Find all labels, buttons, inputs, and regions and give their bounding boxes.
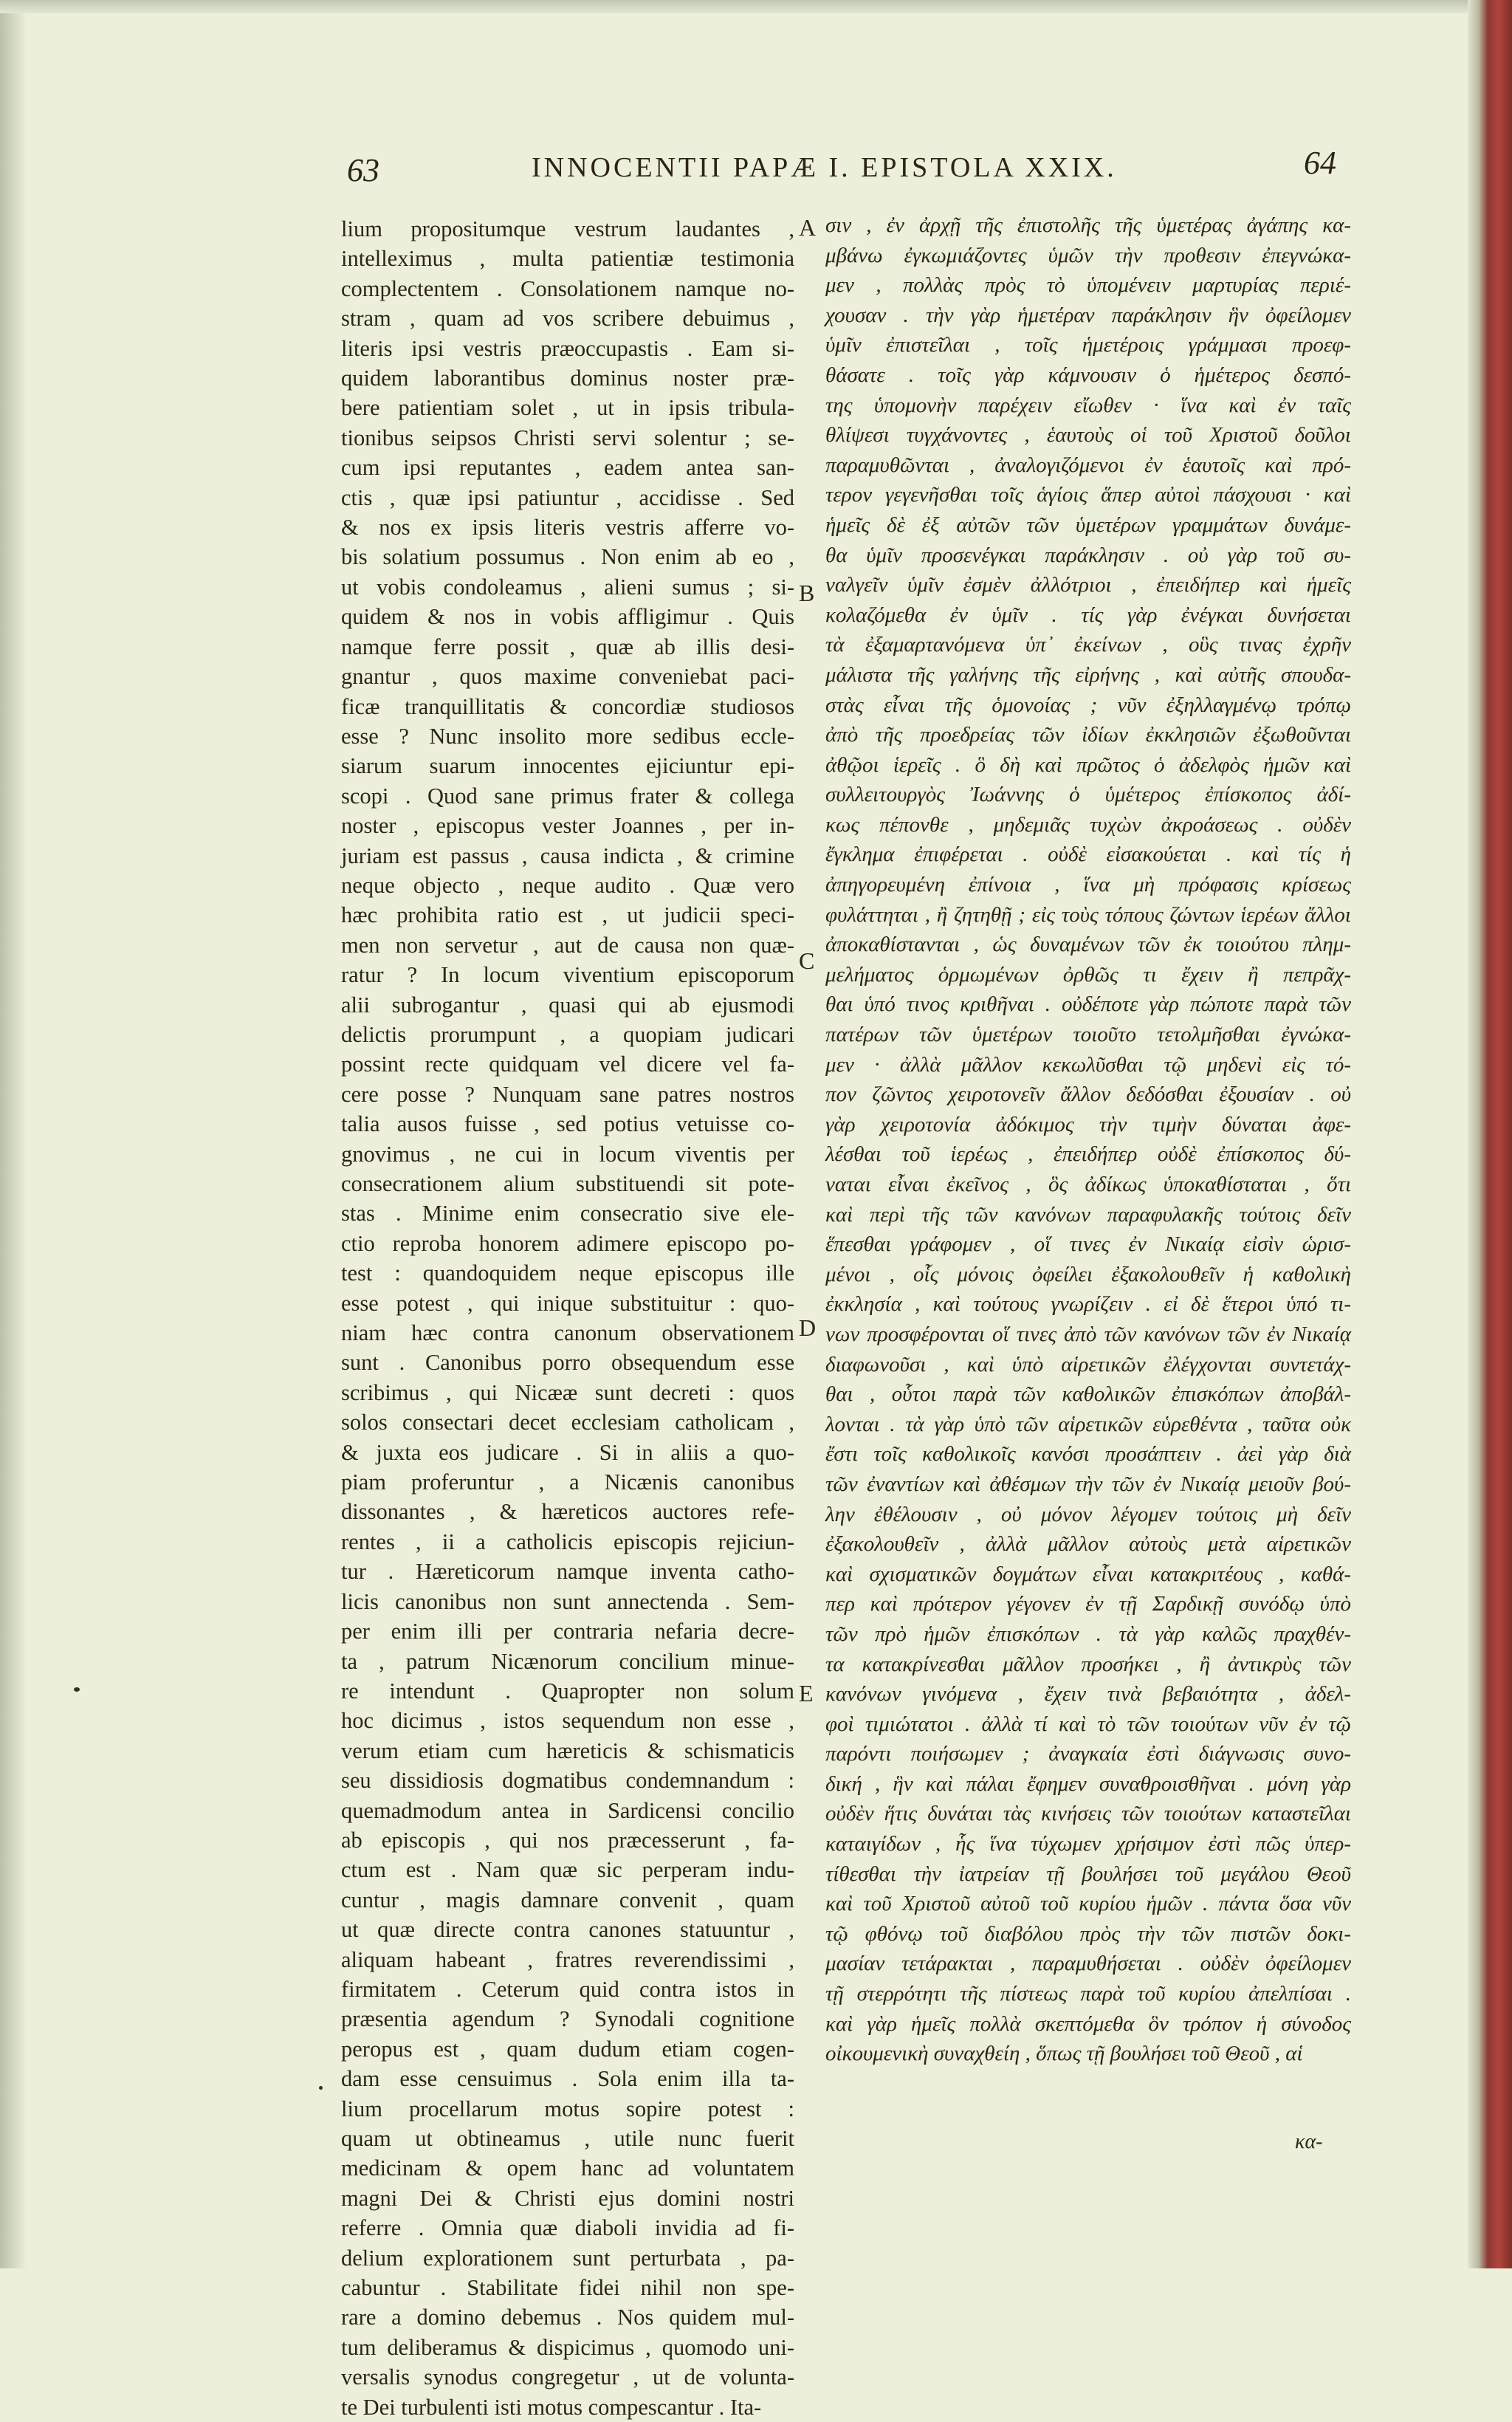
greek-text-line: τῶν πρὸ ἡμῶν ἐπισκόπων . τὰ γὰρ καλῶς πραχθέν- xyxy=(825,1622,1351,1646)
latin-text-line: re intendunt . Quapropter non solum xyxy=(341,1678,794,1704)
greek-text-line: ἀποκαθίστανται , ὡς δυναμένων τῶν ἐκ τοιούτου πλημ- xyxy=(825,933,1351,957)
greek-text-line: χουσαν . τὴν γὰρ ἡμετέραν παράκλησιν ἣν ὀφείλομεν xyxy=(825,303,1351,327)
greek-text-line: ἔγκλημα ἐπιφέρεται . οὐδὲ εἰσακούεται . καὶ τίς ἡ xyxy=(825,843,1351,867)
latin-text-line: cuntur , magis damnare convenit , quam xyxy=(341,1887,794,1912)
latin-text-line: stas . Minime enim consecratio sive ele- xyxy=(341,1201,794,1227)
latin-text-line: noster , episcopus vester Joannes , per in- xyxy=(341,813,794,839)
latin-text-line: scribimus , qui Nicææ sunt decreti : quos xyxy=(341,1379,794,1405)
greek-text-line: τὰ ἐξαμαρτανόμενα ὑπ᾽ ἐκείνων , οὓς τινας ἐχρῆν xyxy=(825,633,1351,657)
margin-letter-b: B xyxy=(799,580,815,606)
latin-text-line: magni Dei & Christi ejus domini nostri xyxy=(341,2185,794,2211)
latin-text-line: bere patientiam solet , ut in ipsis tribula- xyxy=(341,395,794,421)
latin-text-line: literis ipsi vestris præoccupastis . Eam si- xyxy=(341,335,794,361)
latin-text-line: per enim illi per contraria nefaria decre- xyxy=(341,1619,794,1644)
greek-text-line: τῇ στερρότητι τῆς πίστεως παρὰ τοῦ κυρίου ἀπελπίσαι . xyxy=(825,1982,1351,2006)
latin-text-line: ut quæ directe contra canones statuuntur , xyxy=(341,1917,794,1943)
latin-text-line: quidem & nos in vobis affligimur . Quis xyxy=(341,604,794,630)
greek-text-line: θαι , οὗτοι παρὰ τῶν καθολικῶν ἐπισκόπων ἀποβάλ- xyxy=(825,1382,1351,1407)
greek-text-line: νων προσφέρονται οἵ τινες ἀπὸ τῶν κανόνων τῶν ἐν Νικαίᾳ xyxy=(825,1322,1351,1346)
greek-text-line: παραμυθῶνται , ἀναλογιζόμενοι ἐν ἑαυτοῖς καὶ πρό- xyxy=(825,453,1351,477)
greek-text-line: της ὑπομονὴν παρέχειν εἴωθεν · ἵνα καὶ ἐν ταῖς xyxy=(825,393,1351,417)
greek-text-line: ναλγεῖν ὑμῖν ἐσμὲν ἀλλότριοι , ἐπειδήπερ καὶ ἡμεῖς xyxy=(825,573,1351,597)
greek-text-line: ἀπὸ τῆς προεδρείας τῶν ἰδίων ἐκκλησιῶν ἐξωθοῦνται xyxy=(825,723,1351,747)
greek-text-line: ἡμεῖς δὲ ἐξ αὐτῶν τῶν ὑμετέρων γραμμάτων δυνάμε- xyxy=(825,512,1351,537)
page-edge-shadow xyxy=(0,0,27,2268)
greek-text-line: θα ὑμῖν προσενέγκαι παράκλησιν . οὐ γὰρ τοῦ συ- xyxy=(825,543,1351,567)
page-header xyxy=(347,145,1336,196)
greek-text-line: ἀπηγορευμένη ἐπίνοια , ἵνα μὴ πρόφασις κρίσεως xyxy=(825,873,1351,897)
latin-text-line: delium explorationem sunt perturbata , pa- xyxy=(341,2245,794,2271)
greek-text-line: κως πέπονθε , μηδεμιᾶς τυχὼν ἀκροάσεως . οὐδὲν xyxy=(825,812,1351,837)
greek-text-line: ὑμῖν ἐπιστεῖλαι , τοῖς ἡμετέροις γράμμασι προεφ- xyxy=(825,333,1351,357)
greek-text-line: ἐξακολουθεῖν , ἀλλὰ μᾶλλον αὐτοὺς μετὰ αἱρετικῶν xyxy=(825,1532,1351,1557)
latin-text-line: scopi . Quod sane primus frater & collega xyxy=(341,783,794,809)
greek-text-line: μάλιστα τῆς γαλήνης τῆς εἰρήνης , καὶ αὐτῆς σπουδα- xyxy=(825,662,1351,687)
latin-text-line: hoc dicimus , istos sequendum non esse , xyxy=(341,1708,794,1734)
greek-text-line: οὐδὲν ἥτις δυνάται τὰς κινήσεις τῶν τοιούτων καταστεῖλαι xyxy=(825,1802,1351,1826)
latin-text-line: intelleximus , multa patientiæ testimonia xyxy=(341,246,794,272)
latin-text-line: quidem laborantibus dominus noster præ- xyxy=(341,366,794,391)
paper-speck xyxy=(319,2086,323,2090)
latin-text-line: & nos ex ipsis literis vestris afferre vo- xyxy=(341,515,794,541)
latin-text-line: versalis synodus congregetur , ut de volunta- xyxy=(341,2364,794,2390)
greek-text-line: φοὶ τιμιώτατοι . ἀλλὰ τί καὶ τὸ τῶν τοιούτων νῦν ἐν τῷ xyxy=(825,1712,1351,1736)
latin-text-line: & juxta eos judicare . Si in aliis a quo- xyxy=(341,1439,794,1465)
latin-text-line: firmitatem . Ceterum quid contra istos in xyxy=(341,1976,794,2002)
latin-text-line: ratur ? In locum viventium episcoporum xyxy=(341,962,794,988)
latin-text-line: verum etiam cum hæreticis & schismaticis xyxy=(341,1737,794,1763)
latin-text-line: ficæ tranquillitatis & concordiæ studiosos xyxy=(341,693,794,719)
book-binding-edge xyxy=(1468,0,1512,2268)
greek-text-line: κολαζόμεθα ἐν ὑμῖν . τίς γὰρ ἐνέγκαι δυνήσεται xyxy=(825,603,1351,627)
latin-text-line: esse ? Nunc insolito more sedibus eccle- xyxy=(341,723,794,749)
greek-text-line: δική , ἣν καὶ πάλαι ἔφημεν συναθροισθῆναι . μόνη γὰρ xyxy=(825,1771,1351,1796)
latin-text-line: gnantur , quos maxime conveniebat paci- xyxy=(341,664,794,690)
latin-text-line: te Dei turbulenti isti motus compescantur . Ita- xyxy=(341,2394,762,2420)
latin-text-line: tionibus seipsos Christi servi solentur ; se- xyxy=(341,425,794,450)
greek-text-line: καὶ σχισματικῶν δογμάτων εἶναι κατακριτέους , καθά- xyxy=(825,1562,1351,1586)
latin-text-line: alii subrogantur , quasi qui ab ejusmodi xyxy=(341,992,794,1018)
greek-text-line: φυλάττηται , ἢ ζητηθῇ ; εἰς τοὺς τόπους ζώντων ἱερέων ἄλλοι xyxy=(825,902,1351,927)
greek-text-line: μένοι , οἷς μόνοις ὀφείλει ἐξακολουθεῖν ἡ καθολικὴ xyxy=(825,1262,1351,1286)
latin-text-line: referre . Omnia quæ diaboli invidia ad fi- xyxy=(341,2215,794,2241)
latin-text-line: ab episcopis , qui nos præcesserunt , fa- xyxy=(341,1827,794,1853)
greek-text-line: τῶν ἐναντίων καὶ ἀθέσμων τὴν τῶν ἐν Νικαίᾳ μειοῦν βού- xyxy=(825,1472,1351,1496)
greek-text-line: λην ἐθέλουσιν , οὐ μόνον λέγομεν τούτοις μὴ δεῖν xyxy=(825,1502,1351,1526)
latin-text-line: delictis prorumpunt , a quopiam judicari xyxy=(341,1021,794,1047)
latin-text-line: aliquam habeant , fratres reverendissimi , xyxy=(341,1946,794,1972)
greek-text-line: ἕπεσθαι γράφομεν , οἵ τινες ἐν Νικαίᾳ εἰσὶν ὡρισ- xyxy=(825,1232,1351,1257)
latin-text-line: rentes , ii a catholicis episcopis rejiciun- xyxy=(341,1529,794,1554)
latin-text-line: rare a domino debemus . Nos quidem mul- xyxy=(341,2305,794,2330)
right-page-number: 64 xyxy=(1304,145,1336,181)
greek-text-line: μεν · ἀλλὰ μᾶλλον κεκωλῦσθαι τῷ μηδενὶ εἰς τό- xyxy=(825,1052,1351,1077)
latin-text-line: possint recte quidquam vel dicere vel fa- xyxy=(341,1052,794,1077)
paper-speck xyxy=(74,1687,80,1692)
greek-text-line: λέσθαι τοῦ ἱερέως , ἐπειδήπερ οὐδὲ ἐπίσκοπος δύ- xyxy=(825,1142,1351,1167)
latin-text-line: niam hæc contra canonum observationem xyxy=(341,1320,794,1346)
greek-text-line: παρόντι ποιήσωμεν ; ἀναγκαία ἐστὶ διάγνωσις συνο- xyxy=(825,1742,1351,1766)
latin-text-line: seu dissidiosis dogmatibus condemnandum : xyxy=(341,1768,794,1794)
latin-text-line: ctum est . Nam quæ sic perperam indu- xyxy=(341,1857,794,1883)
latin-text-line: cere posse ? Nunquam sane patres nostros xyxy=(341,1081,794,1107)
greek-text-line: κανόνων γινόμενα , ἔχειν τινὰ βεβαιότητα , ἀδελ- xyxy=(825,1682,1351,1706)
catchword: κα- xyxy=(1295,2130,1323,2153)
margin-letter-e: E xyxy=(799,1680,814,1706)
latin-text-line: stram , quam ad vos scribere debuimus , xyxy=(341,306,794,332)
latin-text-line: peropus est , quam dudum etiam cogen- xyxy=(341,2036,794,2062)
latin-text-line: licis canonibus non sunt annectenda . Sem- xyxy=(341,1588,794,1614)
greek-text-line: τα κατακρίνεσθαι μᾶλλον προσήκει , ἢ ἀντικρὺς τῶν xyxy=(825,1652,1351,1676)
top-edge xyxy=(0,0,1512,13)
greek-text-line: ἔστι τοῖς καθολικοῖς κανόσι προσάπτειν . ἀεὶ γὰρ διὰ xyxy=(825,1442,1351,1466)
latin-text-line: quam ut obtineamus , utile nunc fuerit xyxy=(341,2126,794,2151)
latin-text-line: dam esse censuimus . Sola enim illa ta- xyxy=(341,2066,794,2092)
greek-text-line: πον ζῶντος χειροτονεῖν ἄλλον δεδόσθαι ἐξουσίαν . οὐ xyxy=(825,1083,1351,1107)
margin-letter-a: A xyxy=(799,214,817,241)
latin-text-line: medicinam & opem hanc ad voluntatem xyxy=(341,2155,794,2181)
latin-text-line: ctis , quæ ipsi patiuntur , accidisse . Sed xyxy=(341,484,794,510)
latin-text-line: sunt . Canonibus porro obsequendum esse xyxy=(341,1350,794,1376)
greek-text-line: μασίαν τετάρακται , παραμυθήσεται . οὐδὲν ὀφείλομεν xyxy=(825,1952,1351,1976)
greek-text-line: περ καὶ πρότερον γέγονεν ἐν τῇ Σαρδικῇ συνόδῳ ὑπὸ xyxy=(825,1592,1351,1616)
latin-text-line: gnovimus , ne cui in locum viventis per xyxy=(341,1141,794,1167)
greek-text-line: συλλειτουργὸς Ἰωάννης ὁ ὑμέτερος ἐπίσκοπος ἀδί- xyxy=(825,783,1351,807)
greek-text-line: οἰκουμενικὴ συναχθείη , ὅπως τῇ βουλήσει τοῦ Θεοῦ , αἱ xyxy=(825,2042,1303,2066)
latin-text-line: lium procellarum motus sopire potest : xyxy=(341,2096,794,2121)
latin-text-line: quemadmodum antea in Sardicensi concilio xyxy=(341,1797,794,1823)
greek-text-line: μβάνω ἐγκωμιάζοντες ὑμῶν τὴν προθεσιν ἐπεγνώκα- xyxy=(825,243,1351,267)
left-page-number: 63 xyxy=(347,152,379,188)
greek-text-line: καὶ περὶ τῆς τῶν κανόνων παραφυλακῆς τούτοις δεῖν xyxy=(825,1202,1351,1227)
latin-text-line: ut vobis condoleamus , alieni sumus ; si- xyxy=(341,574,794,600)
latin-text-line: tum deliberamus & dispicimus , quomodo uni- xyxy=(341,2334,794,2360)
greek-text-column xyxy=(825,210,1351,2138)
greek-text-line: θάσατε . τοῖς γὰρ κάμνουσιν ὁ ἡμέτερος δεσπό- xyxy=(825,363,1351,387)
latin-text-line: ctio reproba honorem adimere episcopo po- xyxy=(341,1230,794,1256)
margin-letter-d: D xyxy=(799,1314,817,1341)
greek-text-line: ναται εἶναι ἐκεῖνος , ὃς ἀδίκως ὑποκαθίσταται , ὅτι xyxy=(825,1173,1351,1196)
greek-text-line: σιν , ἐν ἀρχῇ τῆς ἐπιστολῆς τῆς ὑμετέρας ἀγάπης κα- xyxy=(825,213,1351,237)
greek-text-line: θλίψεσι τυγχάνοντες , ἑαυτοὺς οἱ τοῦ Χριστοῦ δοῦλοι xyxy=(825,423,1351,447)
running-title: INNOCENTII PAPÆ I. EPISTOLA XXIX. xyxy=(532,152,1117,183)
greek-text-line: τερον γεγενῆσθαι τοῖς ἁγίοις ἅπερ αὐτοὶ πάσχουσι · καὶ xyxy=(825,483,1351,507)
greek-text-line: καὶ τοῦ Χριστοῦ αὐτοῦ τοῦ κυρίου ἡμῶν . πάντα ὅσα νῦν xyxy=(825,1892,1351,1916)
latin-text-line: lium propositumque vestrum laudantes , xyxy=(341,216,794,241)
latin-text-line: dissonantes , & hæreticos auctores refe- xyxy=(341,1499,794,1525)
latin-text-line: test : quandoquidem neque episcopus ille xyxy=(341,1260,794,1286)
latin-text-line: juriam est passus , causa indicta , & crimine xyxy=(341,843,794,868)
greek-text-line: τίθεσθαι τὴν ἰατρείαν τῇ βουλήσει τοῦ μεγάλου Θεοῦ xyxy=(825,1862,1351,1886)
latin-text-line: consecrationem alium substituendi sit pote- xyxy=(341,1171,794,1196)
greek-text-line: ἀθῷοι ἱερεῖς . ὃ δὴ καὶ πρῶτος ὁ ἀδελφὸς ἡμῶν καὶ xyxy=(825,752,1351,777)
latin-text-line: talia ausos fuisse , sed potius vetuisse co- xyxy=(341,1111,794,1137)
latin-text-line: esse potest , qui inique substituitur : quo- xyxy=(341,1290,794,1316)
latin-text-line: ta , patrum Nicænorum concilium minue- xyxy=(341,1648,794,1674)
greek-text-line: ἐκκλησία , καὶ τούτους γνωρίζειν . εἰ δὲ ἕτεροι ὑπό τι- xyxy=(825,1292,1351,1317)
latin-text-line: hæc prohibita ratio est , ut judicii speci- xyxy=(341,902,794,928)
latin-text-line: cum ipsi reputantes , eadem antea san- xyxy=(341,455,794,481)
greek-text-line: πατέρων τῶν ὑμετέρων τοιοῦτο τετολμῆσθαι ἐγνώκα- xyxy=(825,1023,1351,1047)
greek-text-line: στὰς εἶναι τῆς ὁμονοίας ; νῦν ἐξηλλαγμένῳ τρόπῳ xyxy=(825,693,1351,717)
greek-text-line: διαφωνοῦσι , καὶ ὑπὸ αἱρετικῶν ἐλέγχονται συντετάχ- xyxy=(825,1352,1351,1376)
latin-text-line: piam proferuntur , a Nicænis canonibus xyxy=(341,1469,794,1495)
latin-text-line: tur . Hæreticorum namque inventa catho- xyxy=(341,1559,794,1585)
greek-text-line: γὰρ χειροτονία ἀδόκιμος τὴν τιμὴν δύναται ἀφε- xyxy=(825,1112,1351,1136)
greek-text-line: μελήματος ὁρμωμένων ὀρθῶς τι ἔχειν ἢ πεπρᾶχ- xyxy=(825,962,1351,987)
greek-text-line: μεν , πολλὰς πρὸς τὸ ὑπομένειν μαρτυρίας περιέ- xyxy=(825,273,1351,298)
greek-text-line: καὶ γὰρ ἡμεῖς πολλὰ σκεπτόμεθα ὃν τρόπον ἡ σύνοδος xyxy=(825,2011,1351,2036)
latin-text-line: men non servetur , aut de causa non quæ- xyxy=(341,932,794,958)
latin-text-line: præsentia agendum ? Synodali cognitione xyxy=(341,2006,794,2032)
greek-text-line: θαι ὑπό τινος κριθῆναι . οὐδέποτε γὰρ πώποτε παρὰ τῶν xyxy=(825,992,1351,1017)
latin-text-line: complectentem . Consolationem namque no- xyxy=(341,275,794,301)
latin-text-line: neque objecto , neque audito . Quæ vero xyxy=(341,872,794,898)
latin-text-line: siarum suarum innocentes ejiciuntur epi- xyxy=(341,753,794,779)
greek-text-line: καταιγίδων , ἧς ἵνα τύχωμεν χρήσιμον ἐστὶ πῶς ὑπερ- xyxy=(825,1832,1351,1856)
latin-text-column xyxy=(341,214,794,2420)
margin-letter-c: C xyxy=(799,947,815,974)
greek-text-line: λονται . τὰ γὰρ ὑπὸ τῶν αἱρετικῶν εὑρεθέντα , ταῦτα οὐκ xyxy=(825,1412,1351,1436)
latin-text-line: cabuntur . Stabilitate fidei nihil non spe- xyxy=(341,2275,794,2301)
latin-text-line: namque ferre possit , quæ ab illis desi- xyxy=(341,634,794,659)
latin-text-line: bis solatium possumus . Non enim ab eo , xyxy=(341,544,794,570)
latin-text-line: solos consectari decet ecclesiam catholicam , xyxy=(341,1410,794,1435)
greek-text-line: τῷ φθόνῳ τοῦ διαβόλου πρὸς τὴν τῶν πιστῶν δοκι- xyxy=(825,1921,1351,1946)
